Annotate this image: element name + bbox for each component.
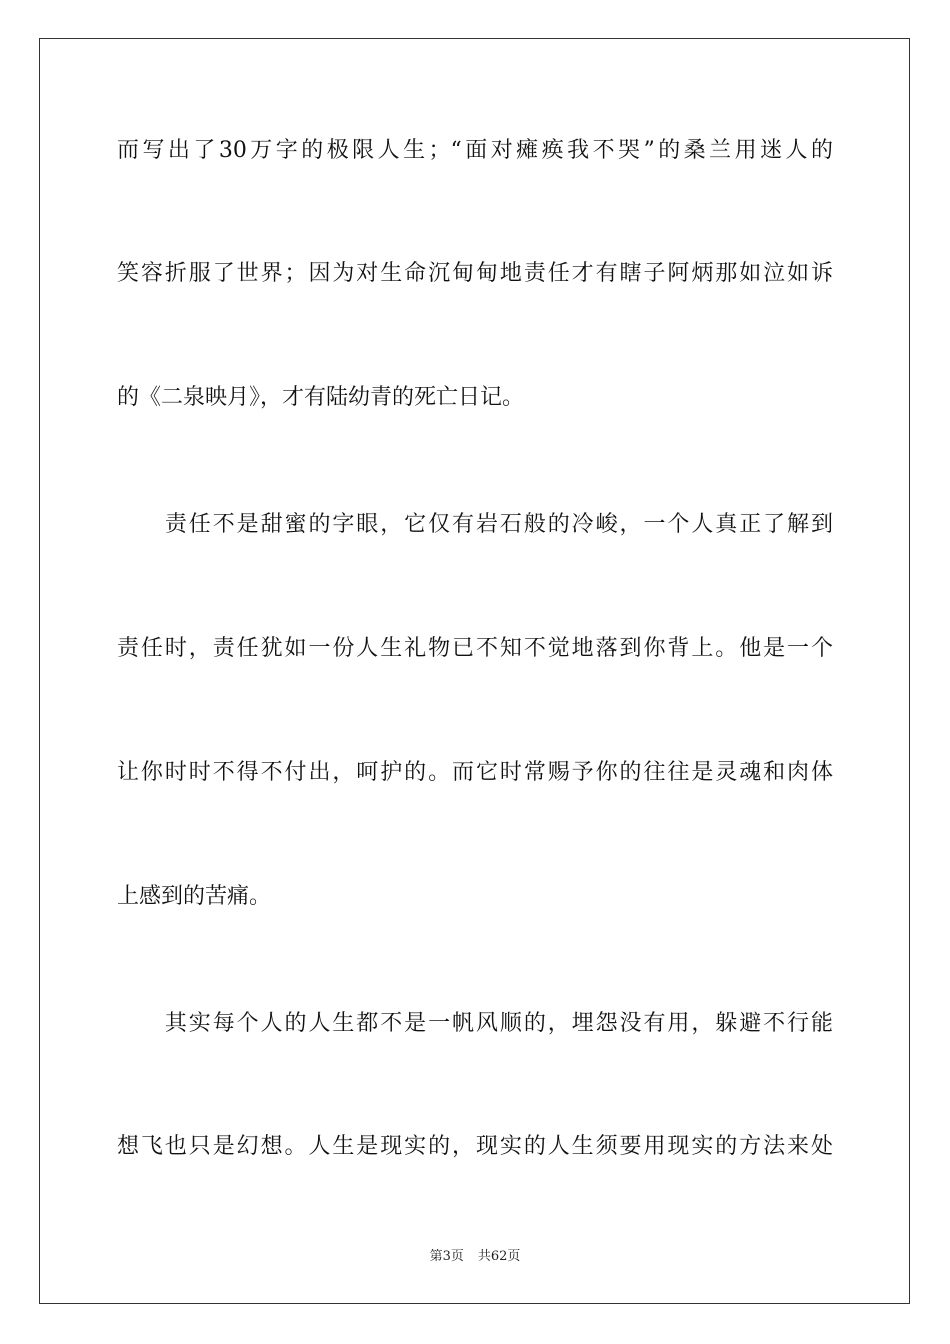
text-line: 而写出了30万字的极限人生；“面对瘫痪我不哭”的桑兰用迷人的 (117, 138, 833, 163)
page-number: 第3页 (429, 1249, 464, 1264)
page-border (39, 38, 910, 1304)
text-line: 笑容折服了世界；因为对生命沉甸甸地责任才有瞎子阿炳那如泣如诉 (117, 261, 833, 286)
text-line: 的《二泉映月》，才有陆幼青的死亡日记。 (117, 385, 525, 410)
text-line: 上感到的苦痛。 (117, 884, 272, 909)
text-line: 让你时时不得不付出，呵护的。而它时常赐予你的往往是灵魂和肉体 (117, 760, 833, 785)
page-footer (0, 1248, 950, 1266)
text-line: 其实每个人的人生都不是一帆风顺的，埋怨没有用，躲避不行能 (117, 1011, 833, 1036)
text-line: 责任时，责任犹如一份人生礼物已不知不觉地落到你背上。他是一个 (117, 636, 833, 661)
page-total: 共62页 (477, 1249, 521, 1264)
text-line: 想飞也只是幻想。人生是现实的，现实的人生须要用现实的方法来处 (117, 1134, 833, 1159)
text-line: 责任不是甜蜜的字眼，它仅有岩石般的冷峻，一个人真正了解到 (117, 512, 833, 537)
